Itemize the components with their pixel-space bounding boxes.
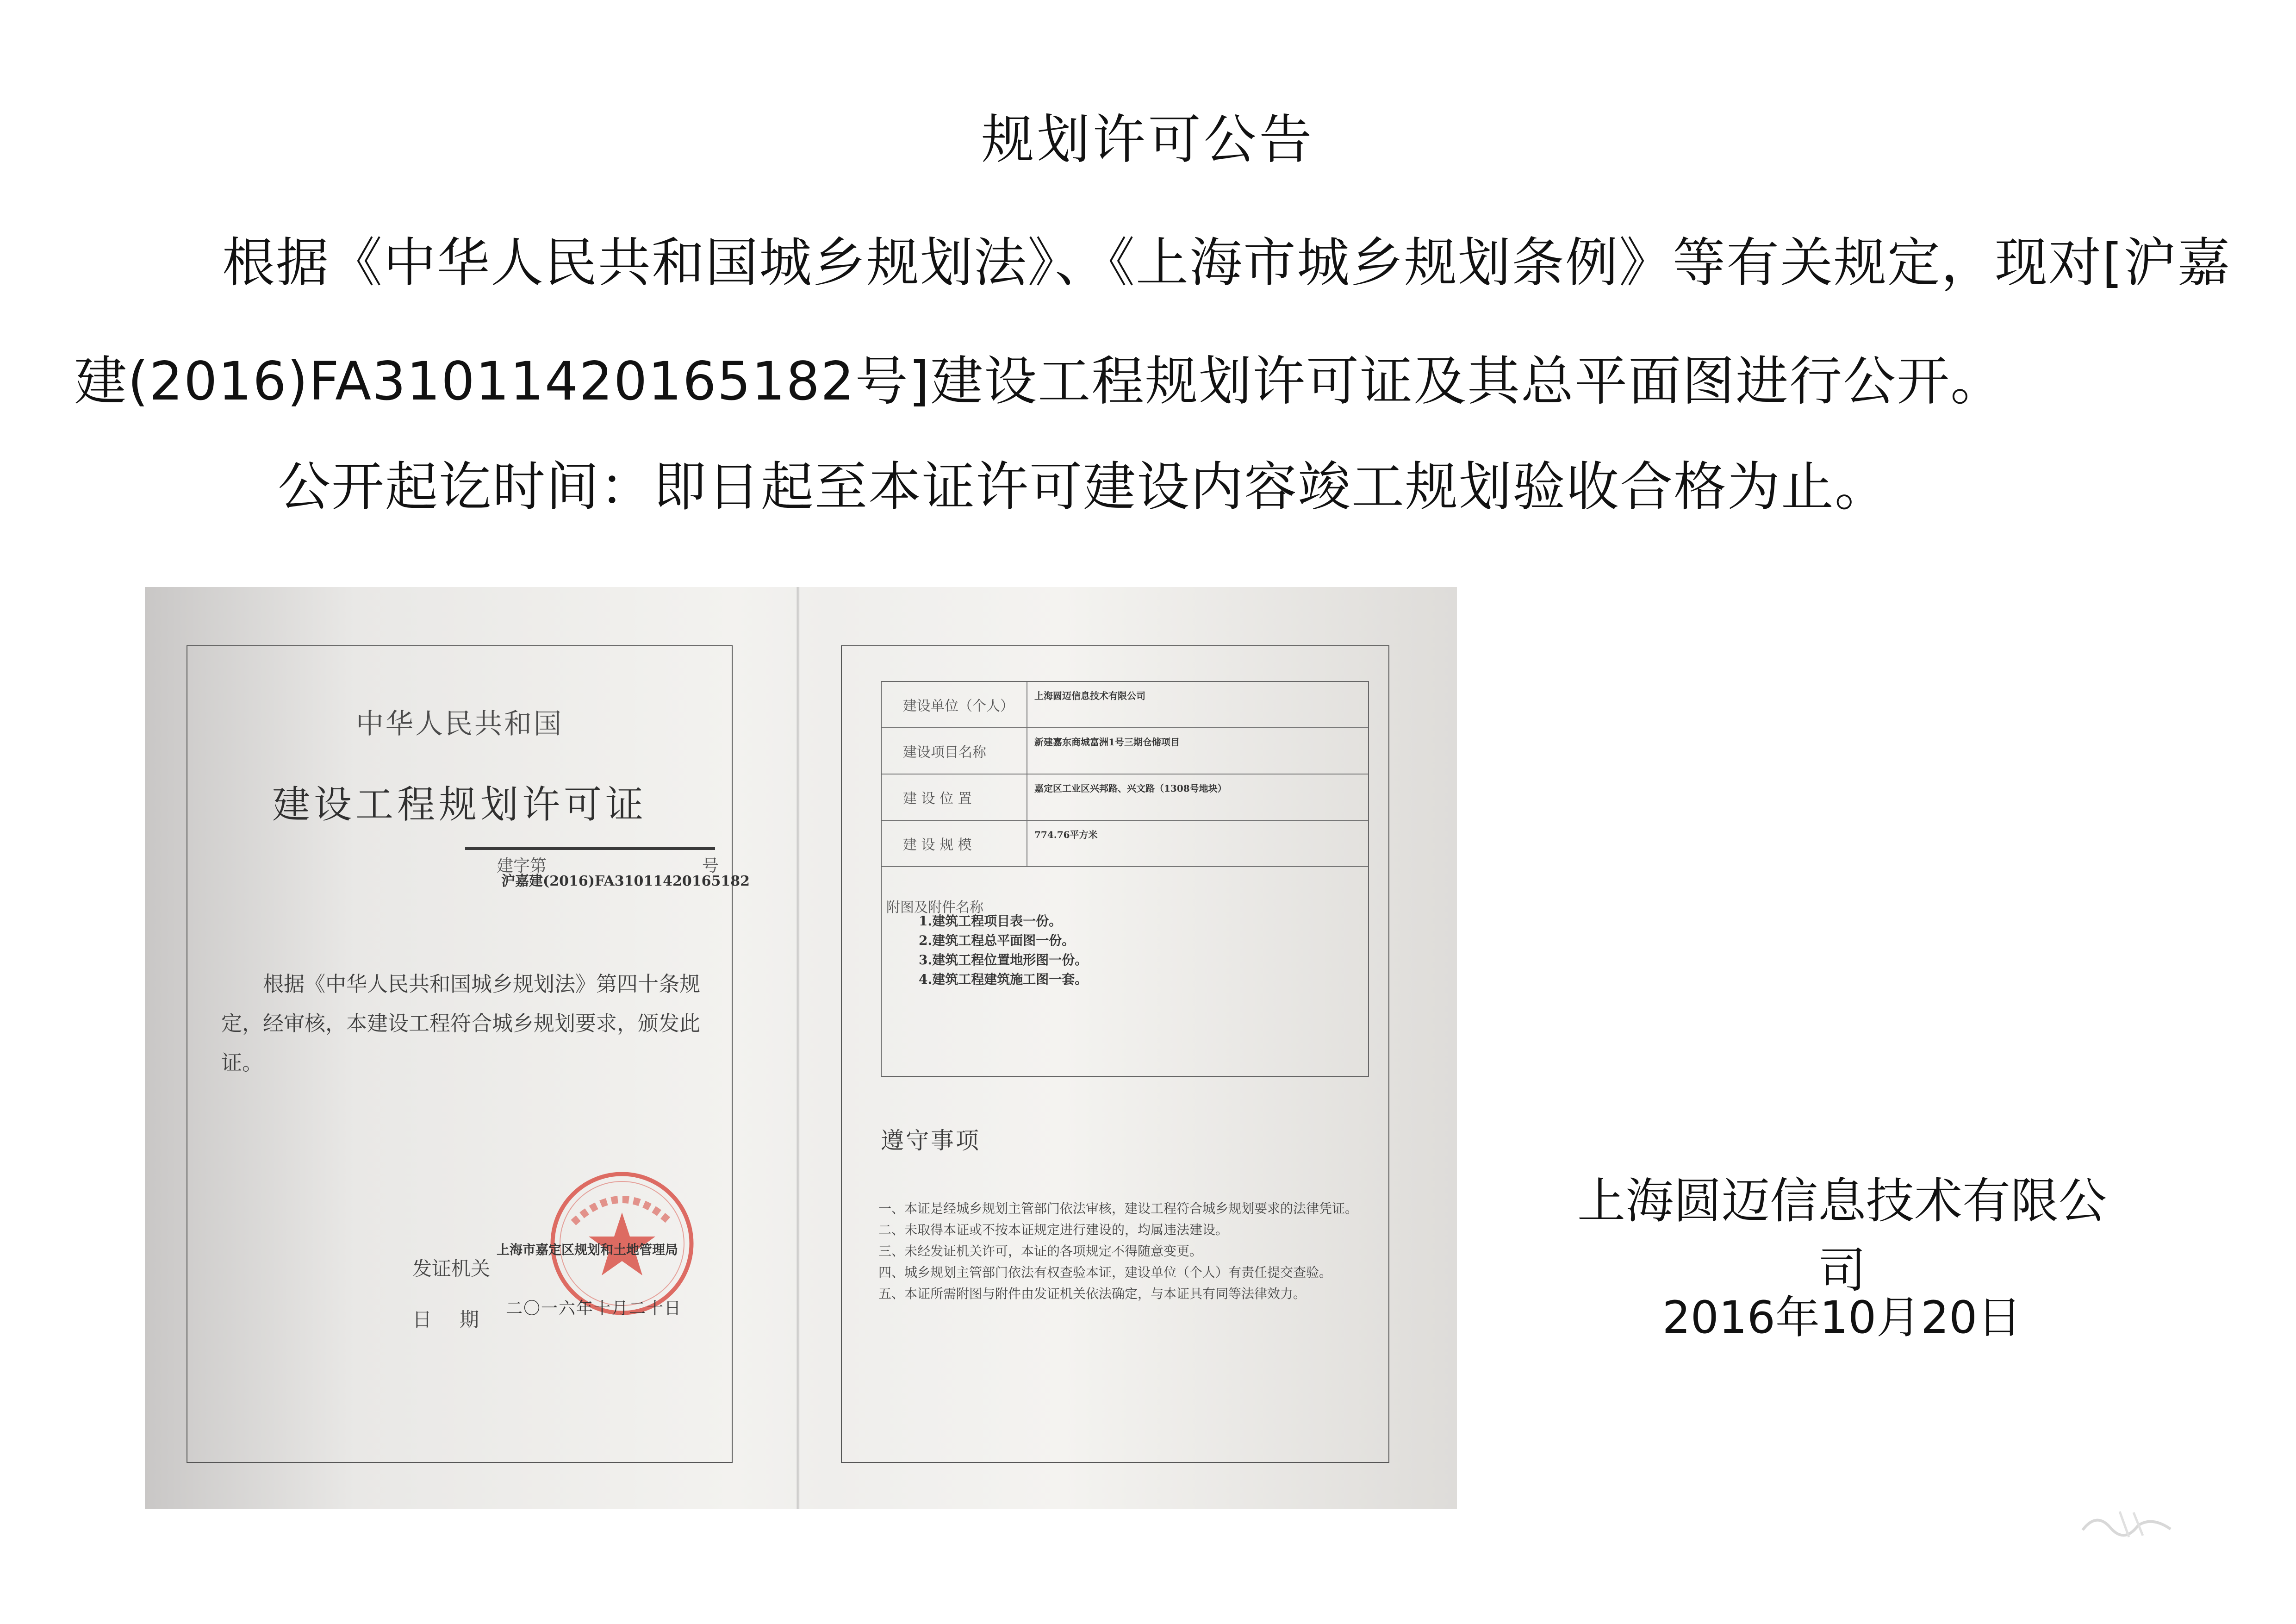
list-item: 3.建筑工程位置地形图一份。 [919, 952, 1088, 968]
table-row-value: 新建嘉东商城富洲1号三期仓储项目 [1034, 737, 1180, 748]
table-row-label: 建设项目名称 [882, 728, 1027, 774]
rules-title: 遵守事项 [881, 1127, 981, 1154]
table-row [882, 728, 1368, 775]
certificate-basis-text: 根据《中华人民共和国城乡规划法》第四十条规定，经审核，本建设工程符合城乡规划要求，颁发此证。 [221, 972, 701, 1075]
notice-body: 根据《中华人民共和国城乡规划法》、《上海市城乡规划条例》等有关规定，现对[沪嘉建(2016)FA31011420165182号]建设工程规划许可证及其总平面图进行公开。 [74, 232, 2231, 412]
notice-title: 规划许可公告 [981, 109, 1315, 170]
certificate-issue-date: 二〇一六年十月二十日 [506, 1299, 682, 1318]
certificate-number-suffix: 号 [702, 856, 719, 875]
certificate-info-table [881, 681, 1369, 1077]
certificate-name: 建设工程规划许可证 [272, 783, 647, 827]
certificate-number-rule [465, 847, 715, 850]
rules-list [878, 1198, 1390, 1305]
certificate-authority-value: 上海市嘉定区规划和土地管理局 [497, 1242, 678, 1257]
list-item: 三、未经发证机关许可，本证的各项规定不得随意变更。 [878, 1243, 1203, 1259]
table-row-label: 建 设 位 置 [882, 775, 1027, 820]
list-item: 4.建筑工程建筑施工图一套。 [919, 972, 1088, 987]
list-item: 2.建筑工程总平面图一份。 [919, 933, 1075, 948]
certificate-country: 中华人民共和国 [356, 708, 563, 740]
notice-date: 2016年10月20日 [1662, 1292, 2022, 1343]
table-row [882, 821, 1368, 867]
table-row-label: 建设单位（个人） [882, 682, 1027, 727]
list-item: 一、本证是经城乡规划主管部门依法审核，建设工程符合城乡规划要求的法律凭证。 [878, 1201, 1358, 1216]
list-item: 二、未取得本证或不按本证规定进行建设的，均属违法建设。 [878, 1222, 1229, 1237]
certificate-fold [796, 587, 800, 1509]
table-row-value: 774.76平方米 [1034, 829, 1098, 840]
certificate-authority-label: 发证机关 [412, 1257, 491, 1280]
company-name: 上海圆迈信息技术有限公司 [1577, 1173, 2107, 1299]
table-row-value: 上海圆迈信息技术有限公司 [1034, 690, 1145, 701]
notice-period: 公开起讫时间：即日起至本证许可建设内容竣工规划验收合格为止。 [278, 456, 1889, 518]
list-item: 五、本证所需附图与附件由发证机关依法确定，与本证具有同等法律效力。 [878, 1286, 1307, 1301]
attachments-list [919, 912, 1088, 989]
certificate-date-label: 日期 [412, 1308, 507, 1331]
table-row-value: 嘉定区工业区兴邦路、兴文路（1308号地块） [1034, 783, 1227, 794]
watermark-logo-icon [2078, 1502, 2180, 1544]
list-item: 四、城乡规划主管部门依法有权查验本证，建设单位（个人）有责任提交查验。 [878, 1265, 1332, 1280]
certificate-number-label: 建字第 [497, 856, 547, 875]
attachments-label: 附图及附件名称 [886, 899, 983, 916]
certificate-photo [145, 587, 1457, 1509]
certificate-number-value: 沪嘉建(2016)FA31011420165182 [501, 873, 750, 889]
table-row [882, 682, 1368, 728]
table-row-label: 建 设 规 模 [882, 821, 1027, 866]
list-item: 1.建筑工程项目表一份。 [919, 913, 1062, 929]
table-row [882, 775, 1368, 821]
